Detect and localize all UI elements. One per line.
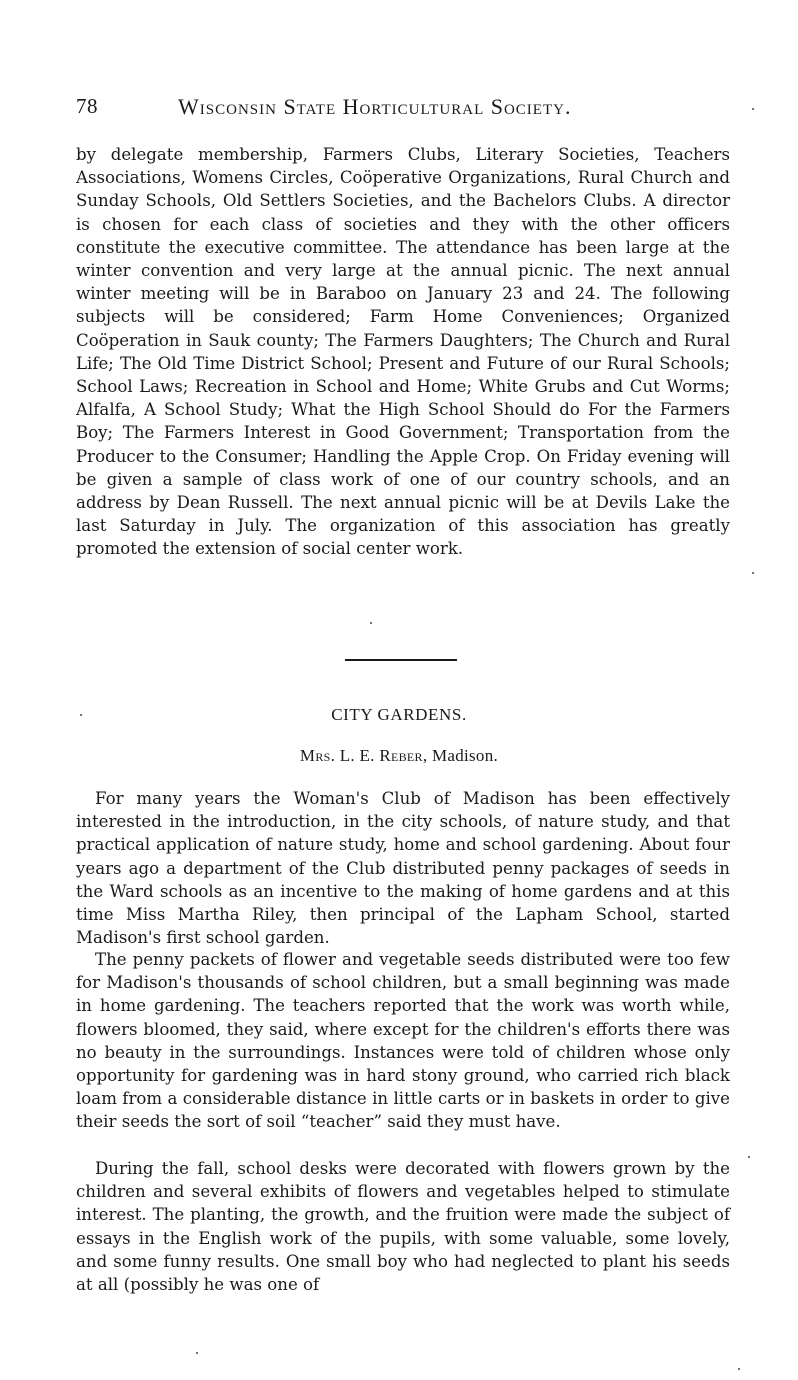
- section-divider-rule: [345, 659, 457, 661]
- scan-speck: [370, 622, 372, 624]
- scan-speck: [80, 714, 82, 716]
- section-title: CITY GARDENS.: [331, 705, 467, 724]
- scan-speck: [752, 108, 754, 110]
- scan-speck: [748, 1156, 750, 1158]
- page-number: 78: [76, 94, 98, 118]
- journal-title: Wisconsin State Horticultural Society.: [178, 94, 572, 119]
- paragraph-penny-packets: The penny packets of flower and vegetable seeds distributed were too few for Madison's thousands of school children, but a small beginning was made in home gardening. The teachers reported that the work was worth while, flowers bloomed, they said, where except for the children's efforts there was no beauty in the surroundings. Instances were told of children whose only opportunity for gardening was in hard stony ground, who carried rich black loam from a considerable distance in little carts or in baskets in order to give their seeds the sort of soil “teacher” said they must have.: [76, 950, 730, 1132]
- paragraph-continuation: by delegate membership, Farmers Clubs, Literary Societies, Teachers Associations, Womens Circles, Coöperative Organizations, Rural Church and Sunday Schools, Old Settlers Societies, and the Bachelors Clubs. A director is chosen for each class of societies and they with the other officers constitute the executive committee. The attendance has been large at the winter convention and very large at the annual picnic. The next annual winter meeting will be in Baraboo on January 23 and 24. The following subjects will be considered; Farm Home Conveniences; Organized Coöperation in Sauk county; The Farmers Daughters; The Church and Rural Life; The Old Time District School; Present and Future of our Rural Schools; School Laws; Recreation in School and Home; White Grubs and Cut Worms; Alfalfa, A School Study; What the High School Should do For the Farmers Boy; The Farmers Interest in Good Government; Transportation from the Producer to the Consumer; Handling the Apple Crop. On Friday evening will be given a sample of class work of one of our country schools, and an address by Dean Russell. The next annual picnic will be at Devils Lake the last Saturday in July. The organization of this association has greatly promoted the extension of social center work.: [76, 145, 730, 559]
- paragraph-womans-club: For many years the Woman's Club of Madison has been effectively interested in the introduction, in the city schools, of nature study, and that practical application of nature study, home and school gardening. About four years ago a department of the Club distributed penny packages of seeds in the Ward schools as an incentive to the making of home gardens and at this time Miss Martha Riley, then principal of the Lapham School, started Madison's first school garden.: [76, 789, 730, 948]
- byline-initials: L. E.: [339, 746, 375, 765]
- running-head: [76, 94, 730, 124]
- scan-speck: [752, 572, 754, 574]
- byline-honorific: Mrs.: [299, 746, 336, 765]
- byline-surname: Reber,: [379, 746, 428, 765]
- byline-place: Madison.: [431, 746, 499, 765]
- scan-speck: [738, 1368, 740, 1370]
- scan-speck: [196, 1352, 198, 1354]
- author-byline: [0, 746, 798, 766]
- paragraph-fall-exhibits: During the fall, school desks were decorated with flowers grown by the children and several exhibits of flowers and vegetables helped to stimulate interest. The planting, the growth, and the fruition were made the subject of essays in the English work of the pupils, with some valuable, some lovely, and some funny results. One small boy who had neglected to plant his seeds at all (possibly he was one of: [76, 1159, 730, 1295]
